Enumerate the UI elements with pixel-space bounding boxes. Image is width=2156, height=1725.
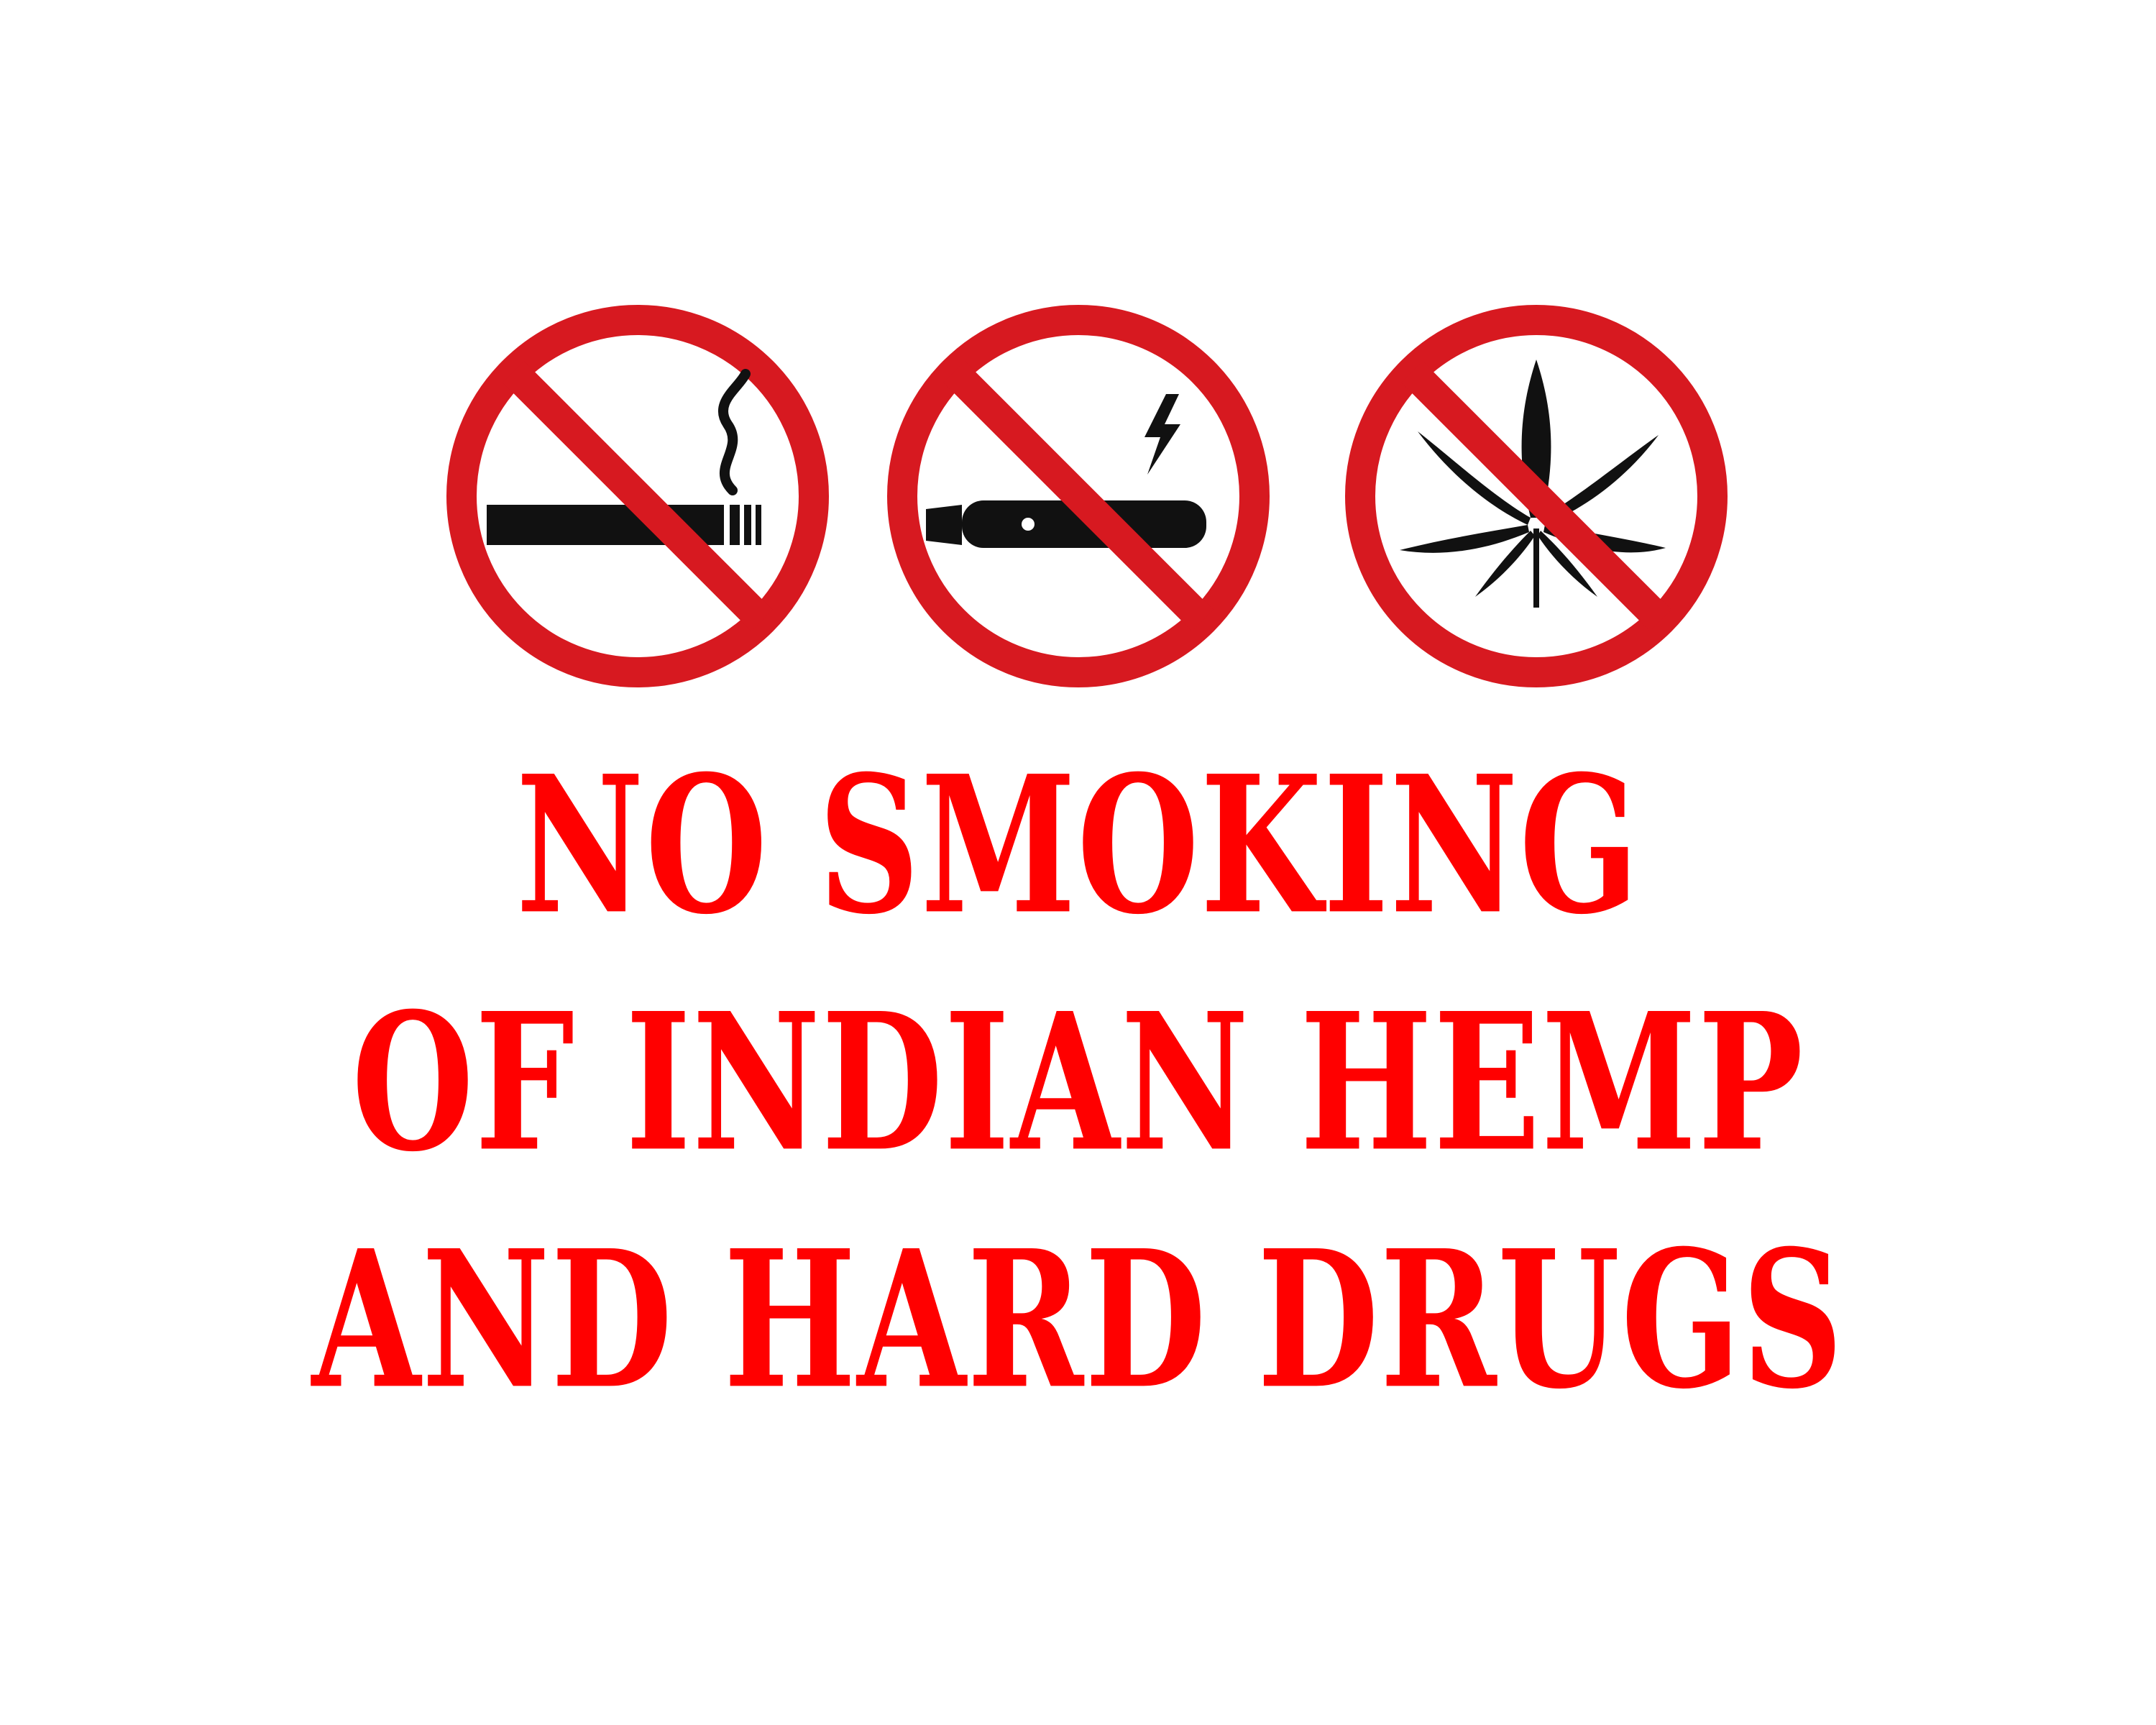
- no-e-cigarette-icon: [884, 302, 1272, 690]
- no-cigarette-icon: [444, 302, 832, 690]
- message-line-3: AND HARD DRUGS: [311, 1208, 1845, 1431]
- vape-button: [1022, 518, 1035, 531]
- message-line-2: OF INDIAN HEMP: [352, 971, 1804, 1194]
- cigarette-band: [744, 505, 751, 545]
- warning-message: [0, 726, 2156, 1438]
- cigarette-band: [756, 505, 761, 545]
- prohibition-signs-row: [0, 0, 2156, 719]
- vape-mouthpiece: [926, 505, 962, 545]
- cigarette-band: [730, 505, 740, 545]
- message-line-1: NO SMOKING: [515, 733, 1641, 956]
- no-cannabis-icon: [1342, 302, 1730, 690]
